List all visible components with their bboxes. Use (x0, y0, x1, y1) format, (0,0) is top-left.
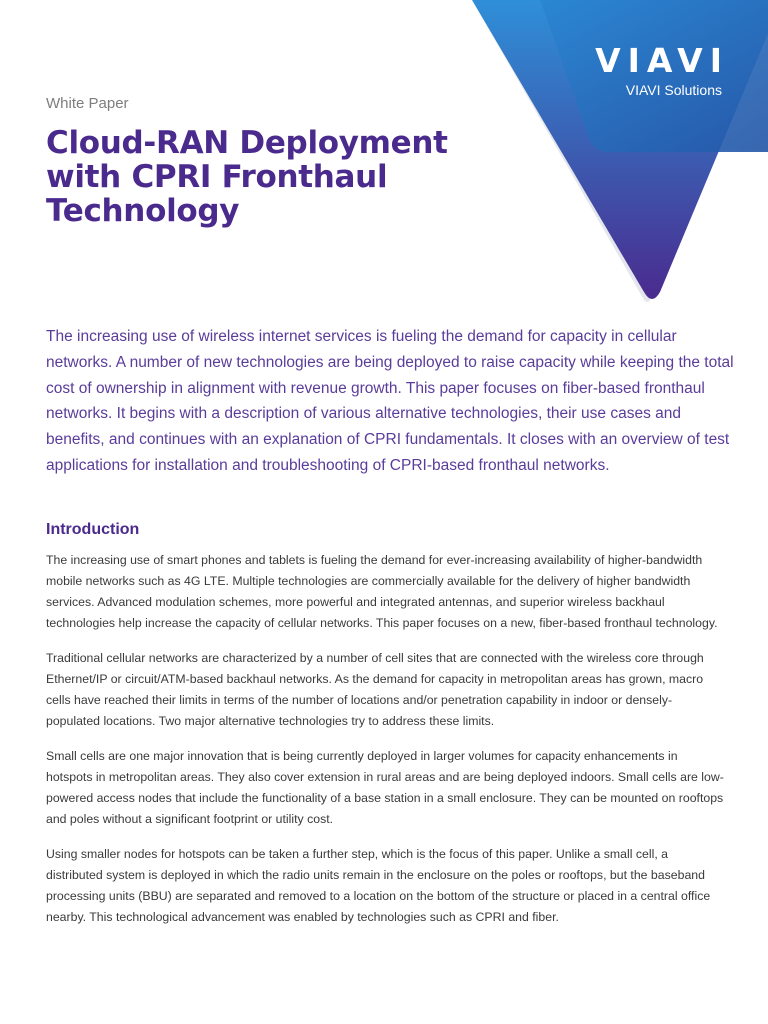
introduction-body (46, 550, 724, 942)
body-paragraph: Small cells are one major innovation that is being currently deployed in larger volumes for capacity enhancements in hotspots in metropolitan areas. They also cover extension in rural areas and are being deployed indoors. Small cells are low-powered access nodes that include the functionality of a base station in a small enclosure. They can be mounted on rooftops and poles without a significant footprint or utility cost. (46, 749, 724, 826)
viavi-logo: VIAVI (595, 41, 729, 80)
body-paragraph: Traditional cellular networks are characterized by a number of cell sites that are connected with the wireless core through Ethernet/IP or circuit/ATM-based backhaul networks. As the demand for capacity in metropolitan areas has grown, macro cells have reached their limits in terms of the number of locations and/or penetration capability in indoor or densely-populated locations. Two major alternative technologies try to address these limits. (46, 651, 704, 728)
lead-paragraph: The increasing use of wireless internet services is fueling the demand for capacity in cellular networks. A number of new technologies are being deployed to raise capacity while keeping the total cost of ownership in alignment with revenue growth. This paper focuses on fiber-based fronthaul networks. It begins with a description of various alternative technologies, their use cases and benefits, and continues with an explanation of CPRI fundamentals. It closes with an overview of test applications for installation and troubleshooting of CPRI-based fronthaul networks. (46, 328, 734, 474)
document-type-label: White Paper (46, 95, 129, 112)
section-heading-introduction: Introduction (46, 521, 140, 538)
body-paragraph: Using smaller nodes for hotspots can be taken a further step, which is the focus of this paper. Unlike a small cell, a distributed system is deployed in which the radio units remain in the enclosure on the poles or rooftops, but the baseband processing units (BBU) are separated and removed to a location on the bottom of the structure or placed in a central office nearby. This technological advancement was enabled by technologies such as CPRI and fiber. (46, 847, 711, 924)
brand-subtitle: VIAVI Solutions (625, 82, 722, 98)
page-title: Cloud-RAN Deployment with CPRI Fronthaul Technology (46, 125, 448, 229)
body-paragraph: The increasing use of smart phones and tablets is fueling the demand for ever-increasing availability of higher-bandwidth mobile networks such as 4G LTE. Multiple technologies are commercially available for the delivery of higher bandwidth services. Advanced modulation schemes, more powerful and integrated antennas, and superior wireless backhaul technologies help increase the capacity of cellular networks. This paper focuses on a new, fiber-based fronthaul technology. (46, 553, 718, 630)
brand-block (595, 41, 729, 98)
